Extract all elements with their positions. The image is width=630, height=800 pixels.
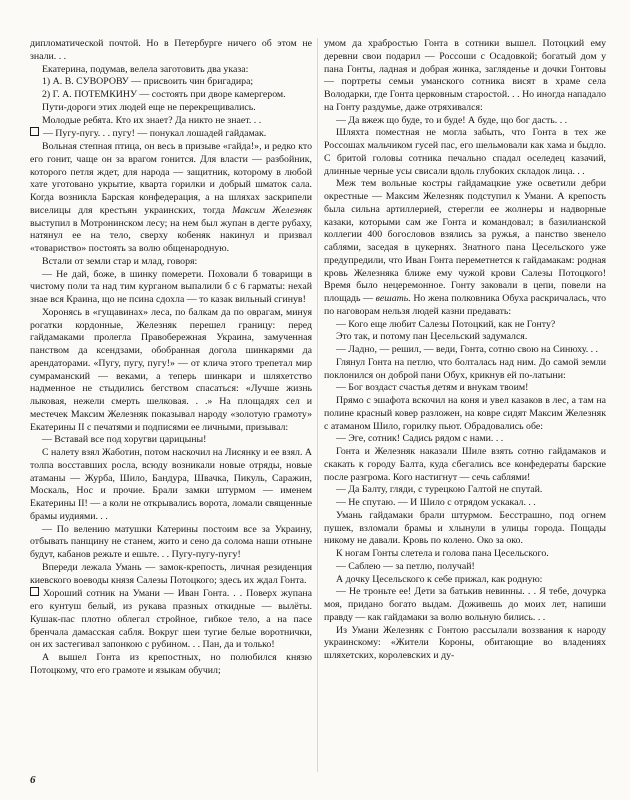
paragraph: — Не дай, боже, в шинку померети. Поховали б товарищи в чистому поли та над тим курганом выпалили б с 6 гарматы: нехай знае вся Краина, що не псина сдохла — то казак вильный сгинув! [30,268,312,305]
paragraph: — Да вжеж що буде, то и буде! А буде, що бог дасть. . . [336,114,568,126]
paragraph: Екатерина, подумав, велела заготовить два указа: [42,63,249,75]
paragraph: Молодые ребята. Кто их знает? Да никто не знает. . . [42,114,262,126]
paragraph: — Бог воздаст счастья детям и внукам твоим! [336,382,529,394]
paragraph-text: Меж тем вольные костры гайдамацкие уже осветили дебри окрестные — Максим Железняк подступил к Умани. А крепость была сильна артиллерией, стерегли ее жолнеры и надворные казаки, которыми сам же Гонта и командовал; в базилианской коллегии 400 богословов взялись за ружья, а панство звенело саблями, заседая в цукернях. Знатного пана Цесельского уже предупредили, что Иван Гонта переметнется к гайдамакам: родная кровь Железняка ближе ему чужой крови Салезы Потоцкого! Время было нецеремонное. Гонту заковали в цепи, повели на площадь — [324,178,606,304]
paragraph-text: Вольная степная птица, он весь в призыве «гайда!», и редко кто его гонит, чаще он за врагом гонится. Для власти — разбойник, которого петля ждет, для народа — защитник, которому в любой хате уготовано укрытие, кварта горилки и добрый шматок сала. Когда возникла Барская конфедерация, а на шляхах заскрипели виселицы для крестьян украинских, тогда [30,141,312,216]
paragraph: Встали от земли стар и млад, говоря: [42,255,198,267]
paragraph [30,141,312,256]
paragraph: Гонта и Железняк наказали Шиле взять сотню гайдамаков и скакать к городу Балта, куда сбегались все конфедераты барские после разгрома. Кого настигнут — сечь саблями! [324,446,606,483]
paragraph: А вышел Гонта из крепостных, но полюбился князю Потоцкому, что его грамоте и языкам обучил; [30,652,312,676]
paragraph: — Не троньте ее! Дети за батькив невинны. . . Я тебе, дочурка моя, придано богато выдам. Доживешь до моих лет, напиши правду — как гайдамаки за волю вольную бились. . . [324,586,606,623]
page-number: 6 [30,774,36,786]
paragraph: С налету взял Жаботин, потом наскочил на Лисянку и ее взял. А толпа восставших росла, всюду возникали новые отряды, новые атаманы — Журба, Шило, Бандура, Швачка, Пикуль, Саражин, Москаль, Нос и прочие. Брали замки штурмом — именем Екатерины II! — а коли не открывались ворота, ломали священные брамы иудиями. . . [30,447,312,522]
paragraph: — Эге, сотник! Садись рядом с нами. . . [336,433,504,445]
column-divider [317,38,318,772]
paragraph: — Не спутаю. — И Шило с отрядом ускакал. . . [336,497,536,508]
paragraph: дипломатической почтой. Но в Петербурге ничего об этом не знали. . . [30,38,312,62]
left-column [30,38,312,772]
section-paragraph [30,587,312,652]
document-page [30,38,606,772]
emphasis-word: вешать. [375,293,411,304]
paragraph: — Кого еще любит Салезы Потоцкий, как не Гонту? [336,318,556,330]
paragraph-text: Хороший сотник на Умани — Иван Гонта. . . Поверх жупана его кунтуш белый, из рукава празных откидные — вылёты. Кушак-пас плотно облегал стройное, гибкое тело, а на пасе бренчала дамасская сабля. Вокруг шеи тугие белые воротнички, он их застегивал запонкою с рубином. . . Пан, да и только! [30,588,312,651]
paragraph: 1) А. В. СУВОРОВУ — присвоить чин бригадира; [42,76,254,88]
section-square-icon [30,587,39,596]
paragraph: Глянул Гонта на петлю, что болталась над ним. До самой земли поклонился он доброй пани Обух, крикнув ей по-латыни: [324,356,606,381]
section-square-icon [30,127,39,136]
paragraph: Пути-дороги этих людей еще не перекрещивались. [42,101,256,113]
paragraph-text: — Пугу-пугу. . . пугу! — понукал лошадей гайдамак. [43,128,267,140]
paragraph: 2) Г. А. ПОТЕМКИНУ — состоять при дворе камергером. [42,89,286,100]
paragraph: Впереди лежала Умань — замок-крепость, личная резиденция киевского воеводы князя Салезы Потоцкого; здесь их ждал Гонта. [30,561,312,586]
paragraph: Хоронясь в «гущавинах» леса, по балкам да по оврагам, минуя рогатки кордонные, Железняк перешел границу: перед гайдамаками пролегла Правобережная Украина, замученная панством да ксендзами, обобранная догола шинкарями да арендаторами. «Пугу, пугу, пугу!» — от клича этого трепетал мир сумраманский — веками, а теперь шинкари и шляхетство надменное не стыдились бегством спасаться: «Лучше жизнь лыковая, нежели смерть шелковая. . .» На площадях сел и местечек Максим Железняк показывал народу «золотую грамоту» Екатерины II с печатями и подписями ее личными, призывал: [30,306,312,433]
paragraph: — Ладно, — решил, — веди, Гонта, сотню свою на Синюху. . . [336,344,598,355]
paragraph: Умань гайдамаки брали штурмом. Бесстрашно, под огнем пушек, взломали брамы и хлынули в улицы города. Пощады никому не давали. Кровь по колено. Око за око. [324,509,606,547]
paragraph: Шляхта поместная не могла забыть, что Гонта в тех же Россошах мальчиком гусей пас, его шельмовали как хама и быдло. С бритой головы сотника печально спадал оселедец казачий, длинные черные усы свисали вдоль глубоких складок лица. . . [324,127,606,177]
paragraph-text: выступил в Мотронинском лесу; на нем был жупан в дегте рубаху, натянул ее на тело, сверху кобеняк накинул и призвал «товариство» постоять за волю общенародную. [30,217,312,254]
paragraph: — Да Балту, гляди, с турецкою Галтой не спутай. [336,484,543,496]
paragraph: Прямо с эшафота вскочил на коня и увел казаков в лес, а там на полине красный ковер разложен, на ковре сидят Максим Железняк с атаманом Шило, горилку пьют. Обрадовались обе: [324,395,606,432]
paragraph [324,178,606,318]
paragraph: — По велению матушки Катерины постоим все за Украину, отбывать панщину не станем, жито и сено да солома наши отныне будут, кабанов режьте и ешьте. . . Пугу-пугу-пугу! [30,523,312,560]
paragraph: — Саблею — за петлю, получай! [336,560,475,572]
paragraph: умом да храбростью Гонта в сотники вышел. Потоцкий ему деревни свои подарил — Россоши с Осадовкой; богатый дом у пана Гонты, ладная и добрая жинка, загляденье и дочки Гонтовы — портреты семьи уманского сотника висят в храме села Володарки, где Гонта церковным старостой. . . Но иногда нападало на Гонту раздумье, даже отряхивался: [324,38,606,113]
paragraph-text: Но жена полковника Обуха раскричалась, что по наговорам нельзя людей казни предавать: [324,293,606,317]
right-column [324,38,606,772]
emphasis-name: Максим Железняк [232,204,312,216]
section-paragraph [30,127,312,141]
paragraph: Из Умани Железняк с Гонтою рассылали воззвания к народу украинскому: «Жители Короны, обитающие во владениях шляхетских, королевских и ду- [324,624,606,661]
paragraph: А дочку Цесельского к себе прижал, как родную: [336,573,543,585]
paragraph: Это так, и потому пан Цесельский задумался. [336,331,528,343]
paragraph: — Вставай все под хоругви царицыны! [42,434,207,446]
paragraph: К ногам Гонты слетела и голова пана Цесельского. [336,548,549,559]
